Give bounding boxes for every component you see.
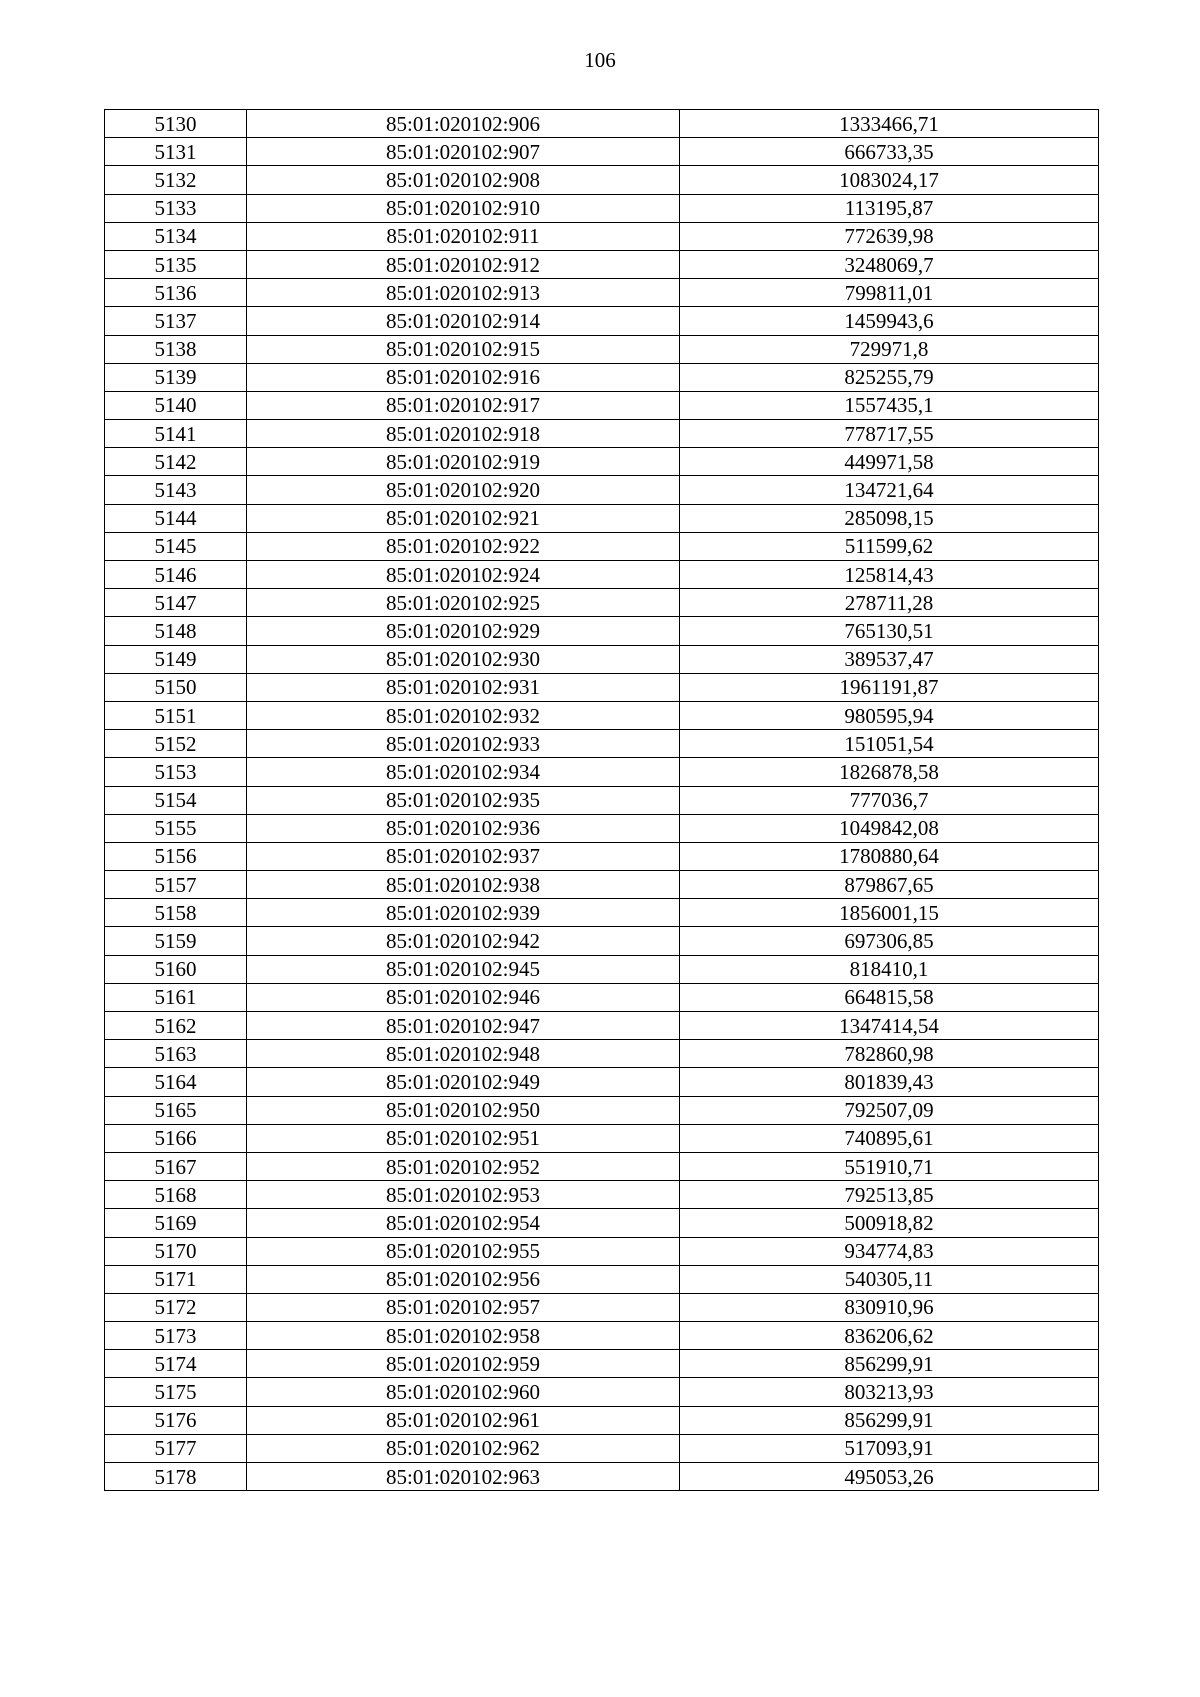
cadastral-number-cell: 85:01:020102:921	[247, 504, 680, 532]
row-number-cell: 5136	[105, 279, 247, 307]
cadastral-number-cell: 85:01:020102:938	[247, 871, 680, 899]
row-number-cell: 5157	[105, 871, 247, 899]
table-row	[105, 1265, 1099, 1293]
table-row	[105, 194, 1099, 222]
row-number-cell: 5135	[105, 250, 247, 278]
row-number-cell: 5166	[105, 1124, 247, 1152]
table-row	[105, 871, 1099, 899]
cadastral-number-cell: 85:01:020102:929	[247, 617, 680, 645]
value-cell: 980595,94	[680, 701, 1099, 729]
value-cell: 765130,51	[680, 617, 1099, 645]
cadastral-number-cell: 85:01:020102:960	[247, 1378, 680, 1406]
row-number-cell: 5149	[105, 645, 247, 673]
row-number-cell: 5138	[105, 335, 247, 363]
table-row	[105, 1181, 1099, 1209]
value-cell: 500918,82	[680, 1209, 1099, 1237]
row-number-cell: 5167	[105, 1152, 247, 1180]
row-number-cell: 5133	[105, 194, 247, 222]
value-cell: 540305,11	[680, 1265, 1099, 1293]
cadastral-number-cell: 85:01:020102:915	[247, 335, 680, 363]
row-number-cell: 5148	[105, 617, 247, 645]
table-row	[105, 504, 1099, 532]
row-number-cell: 5171	[105, 1265, 247, 1293]
cadastral-number-cell: 85:01:020102:947	[247, 1012, 680, 1040]
row-number-cell: 5139	[105, 363, 247, 391]
cadastral-number-cell: 85:01:020102:930	[247, 645, 680, 673]
table-row	[105, 561, 1099, 589]
value-cell: 1049842,08	[680, 814, 1099, 842]
row-number-cell: 5175	[105, 1378, 247, 1406]
row-number-cell: 5162	[105, 1012, 247, 1040]
cadastral-number-cell: 85:01:020102:916	[247, 363, 680, 391]
value-cell: 511599,62	[680, 532, 1099, 560]
row-number-cell: 5173	[105, 1322, 247, 1350]
value-cell: 777036,7	[680, 786, 1099, 814]
table-row	[105, 645, 1099, 673]
cadastral-number-cell: 85:01:020102:942	[247, 927, 680, 955]
value-cell: 134721,64	[680, 476, 1099, 504]
cadastral-number-cell: 85:01:020102:906	[247, 110, 680, 138]
row-number-cell: 5153	[105, 758, 247, 786]
cadastral-number-cell: 85:01:020102:962	[247, 1434, 680, 1462]
row-number-cell: 5152	[105, 730, 247, 758]
page-number: 106	[584, 48, 616, 72]
table-row	[105, 1040, 1099, 1068]
cadastral-number-cell: 85:01:020102:913	[247, 279, 680, 307]
value-cell: 285098,15	[680, 504, 1099, 532]
cadastral-number-cell: 85:01:020102:936	[247, 814, 680, 842]
value-cell: 278711,28	[680, 589, 1099, 617]
row-number-cell: 5172	[105, 1293, 247, 1321]
cadastral-number-cell: 85:01:020102:959	[247, 1350, 680, 1378]
cadastral-number-cell: 85:01:020102:949	[247, 1068, 680, 1096]
value-cell: 782860,98	[680, 1040, 1099, 1068]
row-number-cell: 5156	[105, 842, 247, 870]
row-number-cell: 5143	[105, 476, 247, 504]
table-row	[105, 730, 1099, 758]
row-number-cell: 5146	[105, 561, 247, 589]
value-cell: 1557435,1	[680, 391, 1099, 419]
row-number-cell: 5140	[105, 391, 247, 419]
table-row	[105, 983, 1099, 1011]
value-cell: 664815,58	[680, 983, 1099, 1011]
cadastral-number-cell: 85:01:020102:914	[247, 307, 680, 335]
table-row	[105, 222, 1099, 250]
table-row	[105, 1124, 1099, 1152]
cadastral-number-cell: 85:01:020102:963	[247, 1463, 680, 1491]
row-number-cell: 5134	[105, 222, 247, 250]
cadastral-number-cell: 85:01:020102:933	[247, 730, 680, 758]
row-number-cell: 5155	[105, 814, 247, 842]
table-row	[105, 138, 1099, 166]
table-row	[105, 391, 1099, 419]
cadastral-number-cell: 85:01:020102:912	[247, 250, 680, 278]
table-row	[105, 420, 1099, 448]
cadastral-number-cell: 85:01:020102:935	[247, 786, 680, 814]
value-cell: 729971,8	[680, 335, 1099, 363]
row-number-cell: 5165	[105, 1096, 247, 1124]
cadastral-number-cell: 85:01:020102:957	[247, 1293, 680, 1321]
value-cell: 1961191,87	[680, 673, 1099, 701]
table-row	[105, 110, 1099, 138]
row-number-cell: 5131	[105, 138, 247, 166]
cadastral-number-cell: 85:01:020102:945	[247, 955, 680, 983]
value-cell: 825255,79	[680, 363, 1099, 391]
cadastral-number-cell: 85:01:020102:919	[247, 448, 680, 476]
row-number-cell: 5145	[105, 532, 247, 560]
value-cell: 792507,09	[680, 1096, 1099, 1124]
row-number-cell: 5151	[105, 701, 247, 729]
value-cell: 666733,35	[680, 138, 1099, 166]
row-number-cell: 5178	[105, 1463, 247, 1491]
table-row	[105, 448, 1099, 476]
table-row	[105, 1322, 1099, 1350]
cadastral-number-cell: 85:01:020102:961	[247, 1406, 680, 1434]
cadastral-number-cell: 85:01:020102:939	[247, 899, 680, 927]
value-cell: 803213,93	[680, 1378, 1099, 1406]
row-number-cell: 5150	[105, 673, 247, 701]
table-row	[105, 1068, 1099, 1096]
row-number-cell: 5169	[105, 1209, 247, 1237]
value-cell: 1083024,17	[680, 166, 1099, 194]
data-table	[104, 109, 1099, 1491]
value-cell: 856299,91	[680, 1406, 1099, 1434]
table-row	[105, 1096, 1099, 1124]
cadastral-number-cell: 85:01:020102:934	[247, 758, 680, 786]
table-row	[105, 1350, 1099, 1378]
value-cell: 801839,43	[680, 1068, 1099, 1096]
table-row	[105, 1434, 1099, 1462]
table-row	[105, 307, 1099, 335]
row-number-cell: 5160	[105, 955, 247, 983]
row-number-cell: 5144	[105, 504, 247, 532]
value-cell: 799811,01	[680, 279, 1099, 307]
row-number-cell: 5142	[105, 448, 247, 476]
cadastral-number-cell: 85:01:020102:907	[247, 138, 680, 166]
row-number-cell: 5159	[105, 927, 247, 955]
table-row	[105, 476, 1099, 504]
table-row	[105, 279, 1099, 307]
row-number-cell: 5168	[105, 1181, 247, 1209]
table-row	[105, 1463, 1099, 1491]
value-cell: 836206,62	[680, 1322, 1099, 1350]
cadastral-number-cell: 85:01:020102:958	[247, 1322, 680, 1350]
value-cell: 151051,54	[680, 730, 1099, 758]
row-number-cell: 5161	[105, 983, 247, 1011]
table-row	[105, 617, 1099, 645]
row-number-cell: 5147	[105, 589, 247, 617]
table-row	[105, 1237, 1099, 1265]
value-cell: 495053,26	[680, 1463, 1099, 1491]
value-cell: 125814,43	[680, 561, 1099, 589]
value-cell: 1347414,54	[680, 1012, 1099, 1040]
cadastral-number-cell: 85:01:020102:917	[247, 391, 680, 419]
value-cell: 772639,98	[680, 222, 1099, 250]
row-number-cell: 5137	[105, 307, 247, 335]
row-number-cell: 5154	[105, 786, 247, 814]
cadastral-number-cell: 85:01:020102:918	[247, 420, 680, 448]
value-cell: 818410,1	[680, 955, 1099, 983]
table-row	[105, 786, 1099, 814]
cadastral-number-cell: 85:01:020102:946	[247, 983, 680, 1011]
table-row	[105, 814, 1099, 842]
value-cell: 792513,85	[680, 1181, 1099, 1209]
cadastral-number-cell: 85:01:020102:908	[247, 166, 680, 194]
table-row	[105, 758, 1099, 786]
cadastral-number-cell: 85:01:020102:920	[247, 476, 680, 504]
table-row	[105, 899, 1099, 927]
value-cell: 830910,96	[680, 1293, 1099, 1321]
table-row	[105, 363, 1099, 391]
table-row	[105, 1406, 1099, 1434]
row-number-cell: 5174	[105, 1350, 247, 1378]
table-row	[105, 1012, 1099, 1040]
table-body	[105, 110, 1099, 1491]
cadastral-number-cell: 85:01:020102:953	[247, 1181, 680, 1209]
table-row	[105, 532, 1099, 560]
value-cell: 3248069,7	[680, 250, 1099, 278]
value-cell: 113195,87	[680, 194, 1099, 222]
table-row	[105, 842, 1099, 870]
cadastral-number-cell: 85:01:020102:931	[247, 673, 680, 701]
value-cell: 1780880,64	[680, 842, 1099, 870]
table-row	[105, 335, 1099, 363]
cadastral-number-cell: 85:01:020102:910	[247, 194, 680, 222]
value-cell: 449971,58	[680, 448, 1099, 476]
value-cell: 1826878,58	[680, 758, 1099, 786]
cadastral-number-cell: 85:01:020102:932	[247, 701, 680, 729]
value-cell: 517093,91	[680, 1434, 1099, 1462]
value-cell: 1333466,71	[680, 110, 1099, 138]
value-cell: 697306,85	[680, 927, 1099, 955]
value-cell: 879867,65	[680, 871, 1099, 899]
value-cell: 389537,47	[680, 645, 1099, 673]
value-cell: 551910,71	[680, 1152, 1099, 1180]
table-row	[105, 673, 1099, 701]
cadastral-number-cell: 85:01:020102:952	[247, 1152, 680, 1180]
cadastral-number-cell: 85:01:020102:951	[247, 1124, 680, 1152]
value-cell: 778717,55	[680, 420, 1099, 448]
table-row	[105, 166, 1099, 194]
table-row	[105, 1209, 1099, 1237]
row-number-cell: 5177	[105, 1434, 247, 1462]
cadastral-number-cell: 85:01:020102:911	[247, 222, 680, 250]
row-number-cell: 5132	[105, 166, 247, 194]
value-cell: 1459943,6	[680, 307, 1099, 335]
table-row	[105, 701, 1099, 729]
cadastral-number-cell: 85:01:020102:954	[247, 1209, 680, 1237]
table-row	[105, 1293, 1099, 1321]
table-row	[105, 250, 1099, 278]
cadastral-number-cell: 85:01:020102:956	[247, 1265, 680, 1293]
table-row	[105, 1378, 1099, 1406]
cadastral-number-cell: 85:01:020102:924	[247, 561, 680, 589]
value-cell: 934774,83	[680, 1237, 1099, 1265]
row-number-cell: 5158	[105, 899, 247, 927]
cadastral-number-cell: 85:01:020102:948	[247, 1040, 680, 1068]
row-number-cell: 5176	[105, 1406, 247, 1434]
row-number-cell: 5163	[105, 1040, 247, 1068]
cadastral-number-cell: 85:01:020102:925	[247, 589, 680, 617]
row-number-cell: 5141	[105, 420, 247, 448]
value-cell: 856299,91	[680, 1350, 1099, 1378]
row-number-cell: 5170	[105, 1237, 247, 1265]
table-row	[105, 927, 1099, 955]
table-row	[105, 955, 1099, 983]
cadastral-number-cell: 85:01:020102:937	[247, 842, 680, 870]
cadastral-number-cell: 85:01:020102:922	[247, 532, 680, 560]
cadastral-number-cell: 85:01:020102:950	[247, 1096, 680, 1124]
value-cell: 740895,61	[680, 1124, 1099, 1152]
value-cell: 1856001,15	[680, 899, 1099, 927]
table-row	[105, 589, 1099, 617]
row-number-cell: 5164	[105, 1068, 247, 1096]
cadastral-number-cell: 85:01:020102:955	[247, 1237, 680, 1265]
table-row	[105, 1152, 1099, 1180]
row-number-cell: 5130	[105, 110, 247, 138]
